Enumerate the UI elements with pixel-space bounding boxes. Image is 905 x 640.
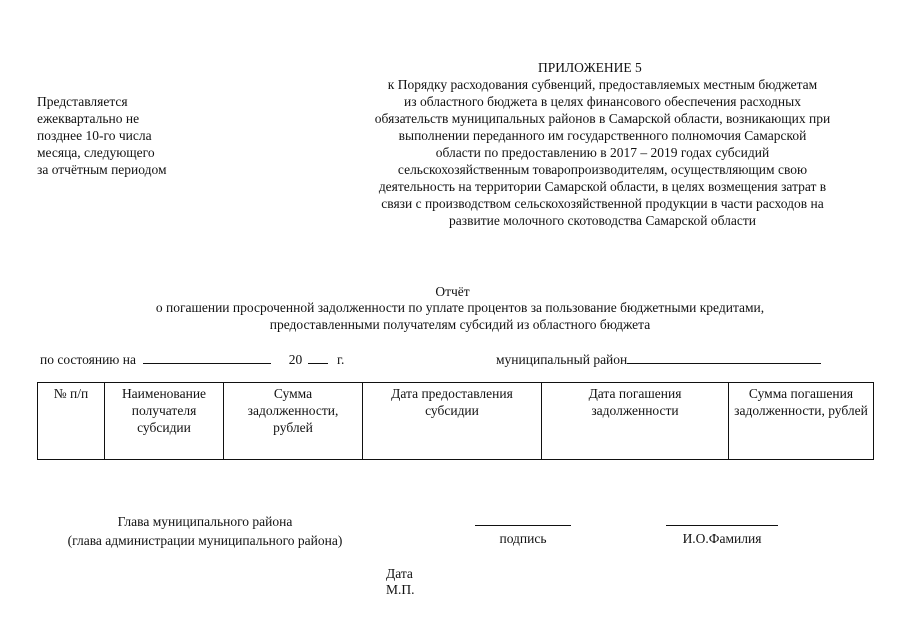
appendix-title: ПРИЛОЖЕНИЕ 5 — [538, 60, 642, 75]
submission-note — [37, 93, 227, 178]
appendix-line: деятельность на территории Самарской области, в целях возмещения затрат в — [378, 179, 827, 194]
appendix-line: из областного бюджета в целях финансового обеспечения расходных — [404, 94, 801, 109]
name-label: И.О.Фамилия — [682, 531, 762, 546]
header-number: № п/п — [38, 383, 105, 460]
appendix-line: развитие молочного скотоводства Самарской области — [449, 213, 756, 228]
appendix-line: связи с производством сельскохозяйственной продукции в части расходов на — [381, 196, 824, 211]
signatory-title — [40, 512, 370, 550]
appendix-description — [325, 76, 880, 229]
appendix-line: выполнении переданного им государственного полномочия Самарской — [398, 128, 807, 143]
signature-label: подпись — [499, 531, 547, 546]
year-prefix: 20 — [288, 352, 303, 367]
signatory-line1: Глава муниципального района — [117, 514, 293, 529]
state-label: по состоянию на — [40, 352, 136, 367]
header-debt-amount: Сумма задолженности, рублей — [224, 383, 363, 460]
signature-line[interactable] — [475, 525, 571, 526]
year-blank-field[interactable] — [308, 351, 328, 364]
table-header-row — [38, 383, 874, 460]
submission-note-line: за отчётным периодом — [37, 162, 167, 177]
date-label: Дата — [386, 566, 413, 581]
signatory-line2: (глава администрации муниципального района) — [67, 533, 343, 548]
appendix-line: сельскохозяйственным товаропроизводителям, осуществляющим свою — [397, 162, 808, 177]
header-subsidy-date: Дата предоставления субсидии — [363, 383, 542, 460]
stamp-label: М.П. — [386, 582, 415, 597]
report-date-line — [40, 351, 344, 368]
date-blank-field[interactable] — [143, 351, 271, 364]
submission-note-line: позднее 10-го числа — [37, 128, 152, 143]
appendix-line: области по предоставлению в 2017 – 2019 годах субсидий — [435, 145, 770, 160]
header-recipient: Наименование получателя субсидии — [105, 383, 224, 460]
district-label: муниципальный район — [496, 352, 628, 367]
district-blank-field[interactable] — [627, 351, 821, 364]
report-table — [37, 382, 874, 460]
name-line[interactable] — [666, 525, 778, 526]
header-repayment-amount: Сумма погашения задолженности, рублей — [729, 383, 874, 460]
submission-note-line: месяца, следующего — [37, 145, 155, 160]
submission-note-line: Представляется — [37, 94, 128, 109]
year-suffix: г. — [336, 352, 345, 367]
date-stamp-block — [386, 566, 415, 598]
report-subtitle-line: о погашении просроченной задолженности по уплате процентов за пользование бюджетными кредитами, — [155, 300, 765, 315]
header-repayment-date: Дата погашения задолженности — [542, 383, 729, 460]
appendix-line: обязательств муниципальных районов в Самарской области, возникающих при — [374, 111, 831, 126]
report-title: Отчёт — [435, 284, 470, 299]
appendix-line: к Порядку расходования субвенций, предоставляемых местным бюджетам — [387, 77, 818, 92]
submission-note-line: ежеквартально не — [37, 111, 140, 126]
district-line — [496, 351, 821, 368]
report-subtitle-line: предоставленными получателям субсидий из областного бюджета — [269, 317, 651, 332]
report-subtitle — [60, 299, 860, 333]
